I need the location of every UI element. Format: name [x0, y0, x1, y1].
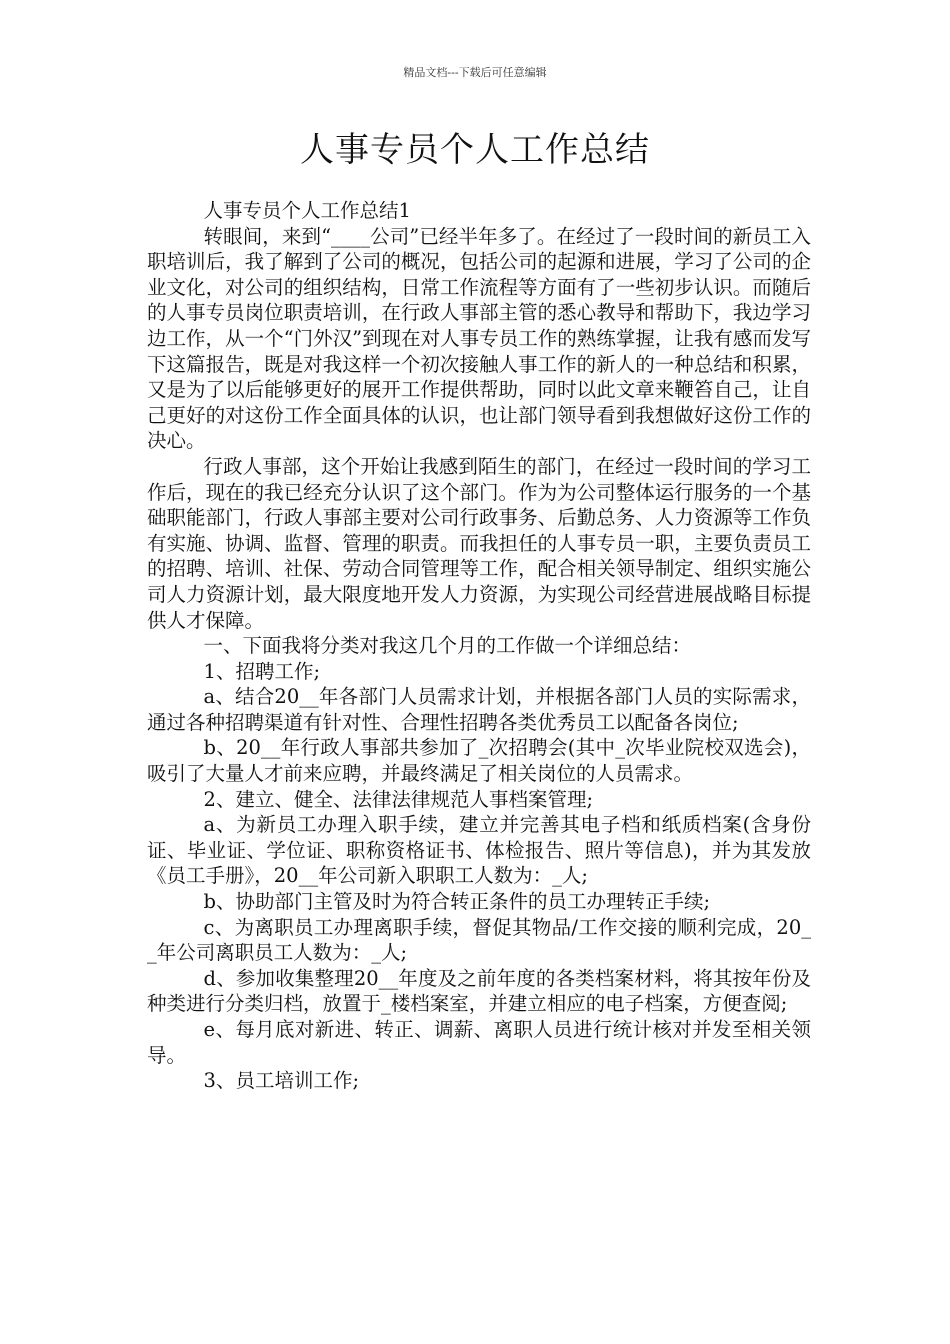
section-intro: 一、下面我将分类对我这几个月的工作做一个详细总结：: [203, 634, 692, 658]
list-item: b、20__年行政人事部共参加了_次招聘会(其中_次毕业院校双选会)，吸引了大量人才前来应聘，并最终满足了相关岗位的人员需求。: [147, 736, 811, 786]
list-item: e、每月底对新进、转正、调薪、离职人员进行统计核对并发至相关领导。: [147, 1018, 811, 1067]
section-heading: 人事专员个人工作总结1: [203, 199, 411, 222]
document-body: [147, 198, 811, 1094]
document-title: 人事专员个人工作总结: [300, 130, 650, 170]
list-item: c、为离职员工办理离职手续，督促其物品/工作交接的顺利完成，20__年公司离职员工人数为：_人;: [147, 915, 811, 965]
subsection-heading: 1、招聘工作;: [203, 659, 321, 683]
subsection-heading: 3、员工培训工作;: [203, 1069, 360, 1093]
list-item: d、参加收集整理20__年度及之前年度的各类档案材料，将其按年份及种类进行分类归档，放置于_楼档案室，并建立相应的电子档案，方便查阅;: [147, 966, 811, 1016]
list-item: b、协助部门主管及时为符合转正条件的员工办理转正手续;: [203, 890, 711, 914]
list-item: a、结合20__年各部门人员需求计划，并根据各部门人员的实际需求，通过各种招聘渠道有针对性、合理性招聘各类优秀员工以配备各岗位;: [147, 685, 811, 734]
body-paragraph: 行政人事部，这个开始让我感到陌生的部门，在经过一段时间的学习工作后，现在的我已经充分认识了这个部门。作为为公司整体运行服务的一个基础职能部门，行政人事部主要对公司行政事务、后勤总务、人力资源等工作负有实施、协调、监督、管理的职责。而我担任的人事专员一职，主要负责员工的招聘、培训、社保、劳动合同管理等工作，配合相关领导制定、组织实施公司人力资源计划，最大限度地开发人力资源，为实现公司经营进展战略目标提供人才保障。: [147, 454, 811, 632]
body-paragraph: 转眼间，来到“____公司”已经半年多了。在经过了一段时间的新员工入职培训后，我了解到了公司的概况，包括公司的起源和进展，学习了公司的企业文化，对公司的组织结构，日常工作流程等方面有了一些初步认识。而随后的人事专员岗位职责培训，在行政人事部主管的悉心教导和帮助下，我边学习边工作，从一个“门外汉”到现在对人事专员工作的熟练掌握，让我有感而发写下这篇报告，既是对我这样一个初次接触人事工作的新人的一种总结和积累，又是为了以后能够更好的展开工作提供帮助，同时以此文章来鞭笞自己，让自己更好的对这份工作全面具体的认识，也让部门领导看到我想做好这份工作的决心。: [147, 224, 811, 453]
subsection-heading: 2、建立、健全、法律法律规范人事档案管理;: [203, 787, 594, 811]
list-item: a、为新员工办理入职手续，建立并完善其电子档和纸质档案(含身份证、毕业证、学位证、职称资格证书、体检报告、照片等信息)，并为其发放《员工手册》，20__年公司新入职职工人数为：_人;: [147, 813, 811, 888]
page-header: 精品文档---下载后可任意编辑: [403, 66, 547, 79]
